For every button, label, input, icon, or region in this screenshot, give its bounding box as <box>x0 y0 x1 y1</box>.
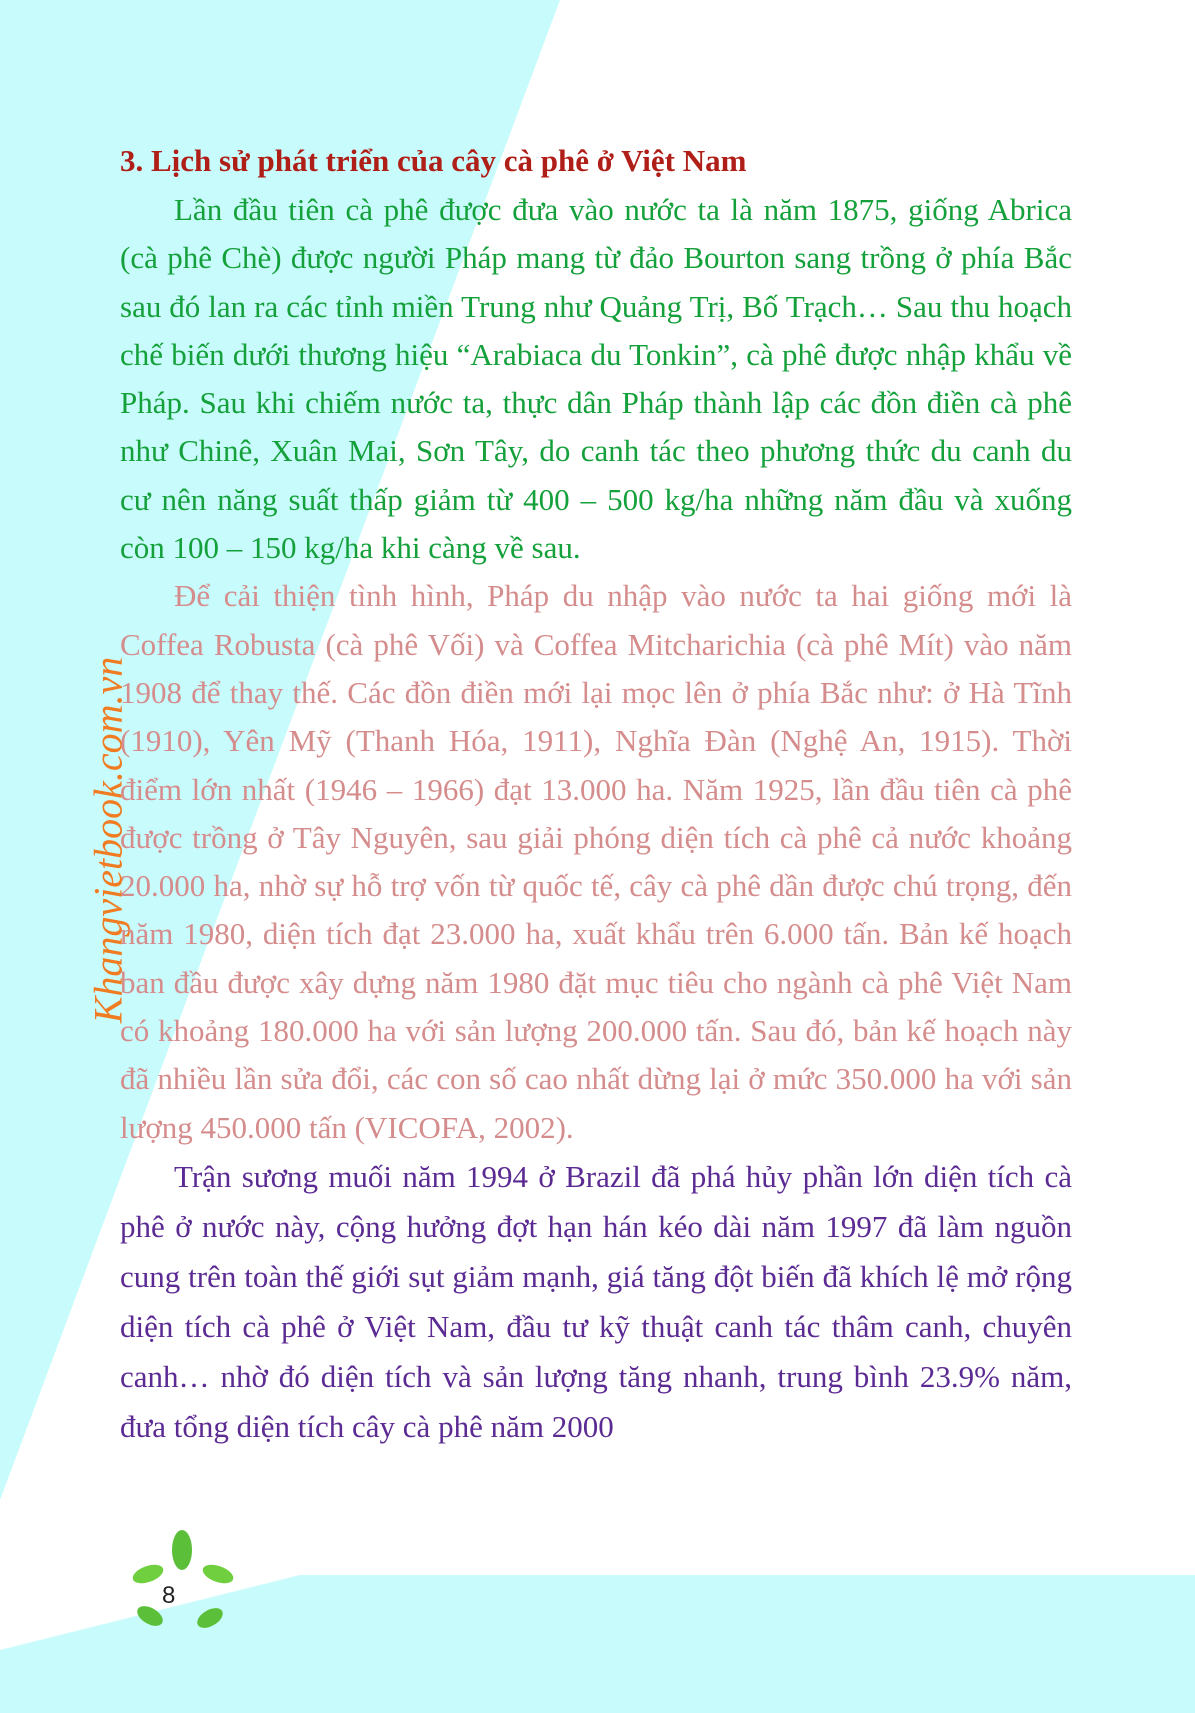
paragraph-2: Để cải thiện tình hình, Pháp du nhập vào nước ta hai giống mới là Coffea Robusta (cà phê Vối) và Coffea Mitcharichia (cà phê Mít) vào năm 1908 để thay thế. Các đồn điền mới lại mọc lên ở phía Bắc như: ở Hà Tĩnh (1910), Yên Mỹ (Thanh Hóa, 1911), Nghĩa Đàn (Nghệ An, 1915). Thời điểm lớn nhất (1946 – 1966) đạt 13.000 ha. Năm 1925, lần đầu tiên cà phê được trồng ở Tây Nguyên, sau giải phóng diện tích cà phê cả nước khoảng 20.000 ha, nhờ sự hỗ trợ vốn từ quốc tế, cây cà phê dần được chú trọng, đến năm 1980, diện tích đạt 23.000 ha, xuất khẩu trên 6.000 tấn. Bản kế hoạch ban đầu được xây dựng năm 1980 đặt mục tiêu cho ngành cà phê Việt Nam có khoảng 180.000 ha với sản lượng 200.000 tấn. Sau đó, bản kế hoạch này đã nhiều lần sửa đổi, các con số cao nhất dừng lại ở mức 350.000 ha với sản lượng 450.000 tấn (VICOFA, 2002). <box>120 578 1072 1145</box>
paragraph-1: Lần đầu tiên cà phê được đưa vào nước ta là năm 1875, giống Abrica (cà phê Chè) được người Pháp mang từ đảo Bourton sang trồng ở phía Bắc sau đó lan ra các tỉnh miền Trung như Quảng Trị, Bố Trạch… Sau thu hoạch chế biến dưới thương hiệu “Arabiaca du Tonkin”, cà phê được nhập khẩu về Pháp. Sau khi chiếm nước ta, thực dân Pháp thành lập các đồn điền cà phê như Chinê, Xuân Mai, Sơn Tây, do canh tác theo phương thức du canh du cư nên năng suất thấp giảm từ 400 – 500 kg/ha những năm đầu và xuống còn 100 – 150 kg/ha khi càng về sau. <box>120 192 1072 566</box>
page-content <box>120 140 1072 1452</box>
paragraph-3: Trận sương muối năm 1994 ở Brazil đã phá hủy phần lớn diện tích cà phê ở nước này, cộng hưởng đợt hạn hán kéo dài năm 1997 đã làm nguồn cung trên toàn thế giới sụt giảm mạnh, giá tăng đột biến đã khích lệ mở rộng diện tích cà phê ở Việt Nam, đầu tư kỹ thuật canh tác thâm canh, chuyên canh… nhờ đó diện tích và sản lượng tăng nhanh, trung bình 23.9% năm, đưa tổng diện tích cây cà phê năm 2000 <box>120 1158 1072 1444</box>
leaf-ornament-icon <box>128 1530 238 1640</box>
page-number: 8 <box>162 1582 176 1609</box>
watermark-text: Khangvietbook.com.vn <box>85 656 131 1024</box>
section-heading: 3. Lịch sử phát triển của cây cà phê ở Việt Nam <box>120 143 747 178</box>
